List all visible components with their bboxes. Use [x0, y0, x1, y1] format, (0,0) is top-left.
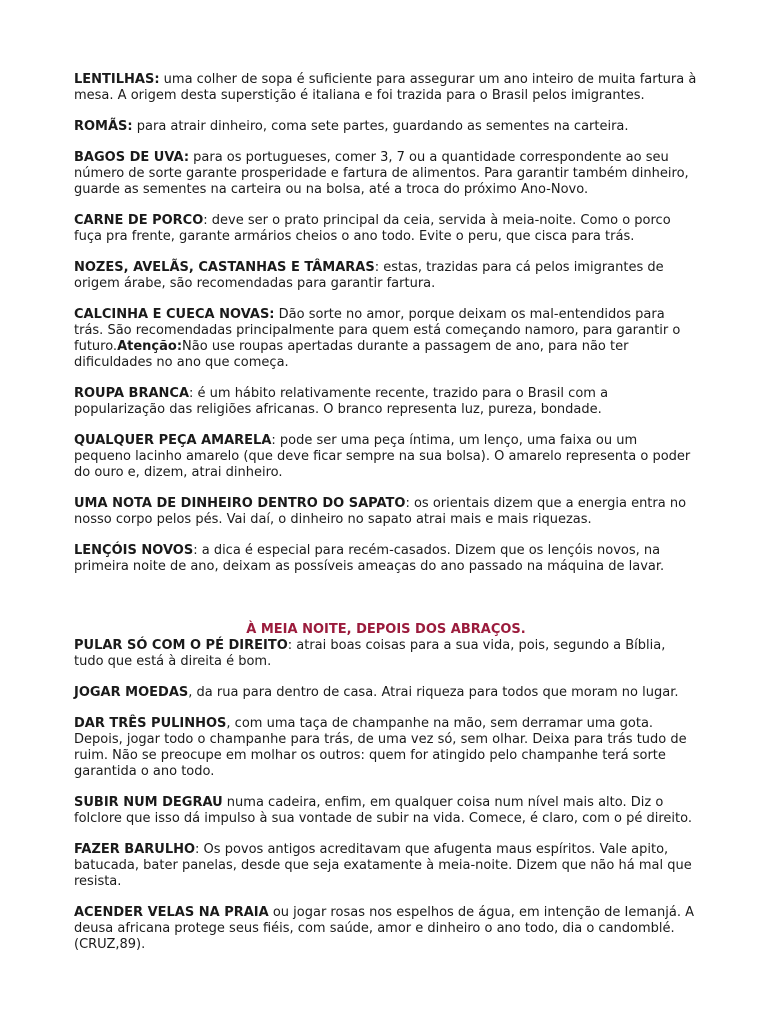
- description: ou jogar rosas nos espelhos de água, em intenção de Iemanjá. A deusa africana protege seus fiéis, com saúde, amor e dinheiro o ano todo, dia o candomblé. (CRUZ,89).: [74, 905, 694, 952]
- paragraph-nozes: [74, 260, 698, 292]
- term: ROMÃS:: [74, 119, 133, 134]
- paragraph-pular-pe-direito: [74, 638, 698, 670]
- description: , com uma taça de champanhe na mão, sem derramar uma gota. Depois, jogar todo o champanhe para trás, de uma vez só, sem olhar. Deixa para trás tudo de ruim. Não se preocupe em molhar os outros: quem for atingido pelo champanhe terá sorte garantida o ano todo.: [74, 716, 687, 779]
- paragraph-romas: [74, 119, 698, 135]
- description: : é um hábito relativamente recente, trazido para o Brasil com a popularização das religiões africanas. O branco representa luz, pureza, bondade.: [74, 386, 609, 417]
- description: : pode ser uma peça íntima, um lenço, uma faixa ou um pequeno lacinho amarelo (que deve ficar sempre na sua bolsa). O amarelo representa o poder do ouro e, dizem, atrai dinheiro.: [74, 433, 691, 480]
- term: PULAR SÓ COM O PÉ DIREITO: [74, 638, 288, 653]
- description: numa cadeira, enfim, em qualquer coisa num nível mais alto. Diz o folclore que isso dá impulso à sua vontade de subir na vida. Comece, é claro, com o pé direito.: [74, 795, 692, 826]
- description: : os orientais dizem que a energia entra no nosso corpo pelos pés. Vai daí, o dinheiro no sapato atrai mais e mais riquezas.: [74, 496, 687, 527]
- paragraph-tres-pulinhos: [74, 716, 698, 780]
- paragraph-calcinha-cueca: [74, 307, 698, 371]
- term: QUALQUER PEÇA AMARELA: [74, 433, 272, 448]
- description: para atrair dinheiro, coma sete partes, guardando as sementes na carteira.: [132, 119, 629, 134]
- term: BAGOS DE UVA:: [74, 150, 190, 165]
- description: : estas, trazidas para cá pelos imigrantes de origem árabe, são recomendadas para garantir fartura.: [74, 260, 664, 291]
- description: uma colher de sopa é suficiente para assegurar um ano inteiro de muita fartura à mesa. A origem desta superstição é italiana e foi trazida para o Brasil pelos imigrantes.: [74, 72, 697, 103]
- paragraph-lentilhas: [74, 72, 698, 104]
- description: : a dica é especial para recém-casados. Dizem que os lençóis novos, na primeira noite de ano, deixam as possíveis ameaças do ano passado na máquina de lavar.: [74, 543, 665, 574]
- paragraph-peca-amarela: [74, 433, 698, 481]
- term: FAZER BARULHO: [74, 842, 196, 857]
- description: : atrai boas coisas para a sua vida, pois, segundo a Bíblia, tudo que está à direita é bom.: [74, 638, 666, 669]
- paragraph-velas-praia: [74, 905, 698, 953]
- term: DAR TRÊS PULINHOS: [74, 716, 227, 731]
- paragraph-fazer-barulho: [74, 842, 698, 890]
- attention-text: Não use roupas apertadas durante a passagem de ano, para não ter dificuldades no ano que começa.: [74, 339, 629, 370]
- term: NOZES, AVELÃS, CASTANHAS E TÂMARAS: [74, 260, 375, 275]
- term: LENÇÓIS NOVOS: [74, 543, 194, 558]
- description: : Os povos antigos acreditavam que afugenta maus espíritos. Vale apito, batucada, bater panelas, desde que seja exatamente à meia-noite. Dizem que não há mal que resista.: [74, 842, 692, 889]
- term: JOGAR MOEDAS: [74, 685, 189, 700]
- term: CALCINHA E CUECA NOVAS:: [74, 307, 275, 322]
- term: CARNE DE PORCO: [74, 213, 204, 228]
- term: ROUPA BRANCA: [74, 386, 190, 401]
- section-title: À MEIA NOITE, DEPOIS DOS ABRAÇOS.: [246, 622, 526, 637]
- description: , da rua para dentro de casa. Atrai riqueza para todos que moram no lugar.: [188, 685, 679, 700]
- paragraph-roupa-branca: [74, 386, 698, 418]
- paragraph-jogar-moedas: [74, 685, 698, 701]
- term: LENTILHAS:: [74, 72, 160, 87]
- description: para os portugueses, comer 3, 7 ou a quantidade correspondente ao seu número de sorte garante prosperidade e fartura de alimentos. Para garantir também dinheiro, guarde as sementes na carteira ou na bolsa, até a troca do próximo Ano-Novo.: [74, 150, 689, 197]
- document-page: [74, 72, 698, 968]
- attention-term: Atenção:: [117, 339, 183, 354]
- description: : deve ser o prato principal da ceia, servida à meia-noite. Como o porco fuça pra frente, garante armários cheios o ano todo. Evite o peru, que cisca para trás.: [74, 213, 671, 244]
- paragraph-nota-dinheiro: [74, 496, 698, 528]
- term: ACENDER VELAS NA PRAIA: [74, 905, 269, 920]
- section-spacer: [74, 590, 698, 622]
- paragraph-lencois-novos: [74, 543, 698, 575]
- paragraph-bagos-de-uva: [74, 150, 698, 198]
- term: SUBIR NUM DEGRAU: [74, 795, 223, 810]
- paragraph-carne-de-porco: [74, 213, 698, 245]
- paragraph-subir-degrau: [74, 795, 698, 827]
- description: Dão sorte no amor, porque deixam os mal-entendidos para trás. São recomendadas principalmente para quem está começando namoro, para garantir o futuro.: [74, 307, 681, 354]
- term: UMA NOTA DE DINHEIRO DENTRO DO SAPATO: [74, 496, 406, 511]
